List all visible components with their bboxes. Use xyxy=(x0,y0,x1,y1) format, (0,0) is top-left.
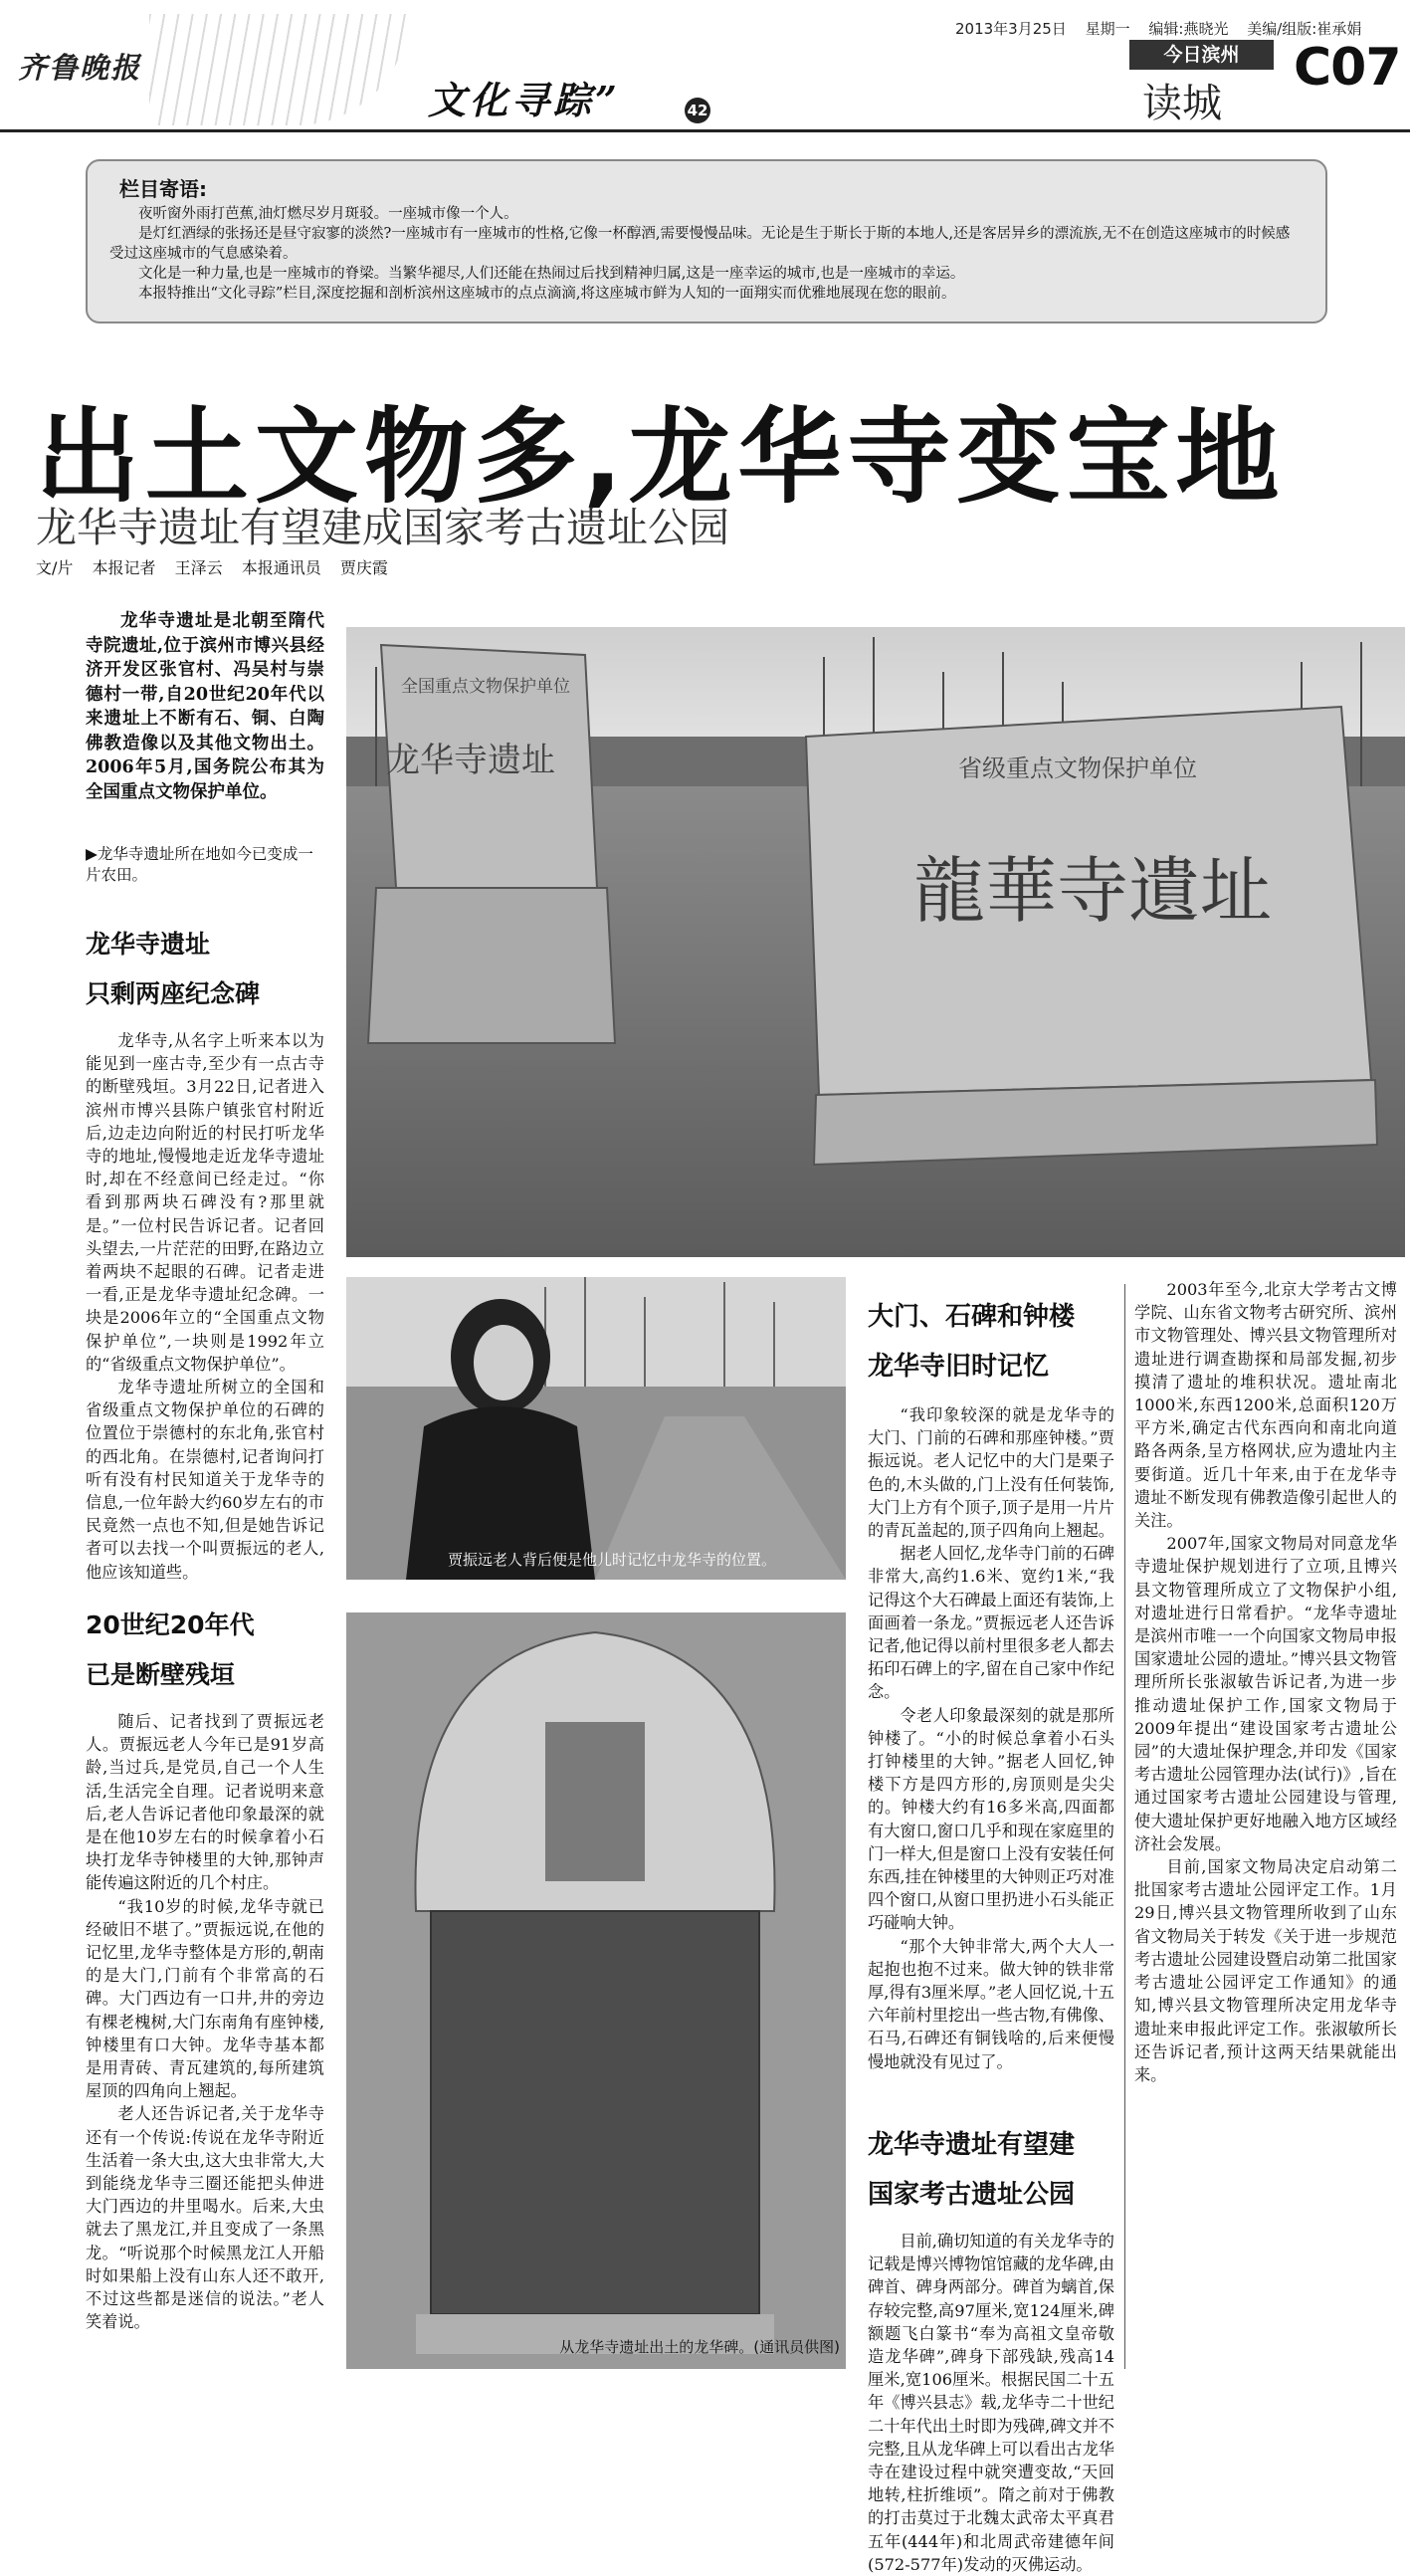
section3-heading xyxy=(868,1292,1114,1392)
section1-heading xyxy=(86,920,324,1019)
designer-credit: 美编/组版:崔承娟 xyxy=(1247,20,1362,38)
intro-paragraph: 本报特推出“文化寻踪”栏目,深度挖掘和剖析滨州这座城市的点点滴滴,将这座城市鲜为人知的一面翔实而优雅地展现在您的眼前。 xyxy=(138,286,956,302)
section2-heading-line: 20世纪20年代 xyxy=(86,1610,255,1639)
body-paragraph: 2007年,国家文物局对同意龙华寺遗址保护规划进行了立项,且博兴县文物管理所成立了文物保护小组,对遗址进行日常看护。“龙华寺遗址是滨州市唯一一个向国家文物局申报国家遗址公园的遗址。”博兴县文物管理所所长张淑敏告诉记者,为进一步推动遗址保护工作,国家文物局于2009年提出“建设国家考古遗址公园”的大遗址保护理念,并印发《国家考古遗址公园管理办法(试行)》,旨在通过国家考古遗址公园建设与管理,使大遗址保护更好地融入地方区域经济社会发展。 xyxy=(1134,1534,1397,1853)
section2-heading-line: 已是断壁残垣 xyxy=(86,1660,236,1689)
body-paragraph: “那个大钟非常大,两个大人一起抱也抱不过来。做大钟的铁非常厚,得有3厘米厚。”老人回忆说,十五六年前村里挖出一些古物,有佛像、石马,石碑还有铜钱啥的,后来便慢慢地就没有见过了。 xyxy=(868,1936,1114,2071)
byline-part: 本报通讯员 xyxy=(241,558,321,577)
byline-part: 本报记者 xyxy=(92,558,156,577)
big-stele-name: 龍華寺遺址 xyxy=(912,849,1273,933)
body-paragraph: “我印象较深的就是龙华寺的大门、门前的石碑和那座钟楼。”贾振远说。老人记忆中的大门是栗子色的,木头做的,门上没有任何装饰,大门上方有个顶子,顶子是用一片片的青瓦盖起的,顶子四角向上翘起。 xyxy=(868,1405,1114,1541)
photo3-caption: 从龙华寺遗址出土的龙华碑。(通讯员供图) xyxy=(559,2338,840,2356)
body-paragraph: 龙华寺,从名字上听来本以为能见到一座古寺,至少有一点古寺的断壁残垣。3月22日,记者进入滨州市博兴县陈户镇张官村附近后,边走边向附近的村民打听龙华寺的地址,慢慢地走近龙华寺遗址时,却在不经意间已经走过。“你看到那两块石碑没有?那里就是。”一位村民告诉记者。记者回头望去,一片茫茫的田野,在路边立着两块不起眼的石碑。记者走进一看,正是龙华寺遗址纪念碑。一块是2006年立的“全国重点文物保护单位”,一块则是1992年立的“省级重点文物保护单位”。 xyxy=(86,1031,324,1374)
body-paragraph: 随后、记者找到了贾振远老人。贾振远老人今年已是91岁高龄,当过兵,是党员,自己一个人生活,生活完全自理。记者说明来意后,老人告诉记者他印象最深的就是在他10岁左右的时候拿着小石块打龙华寺钟楼里的大钟,那钟声能传遍这附近的几个村庄。 xyxy=(86,1712,324,1893)
article-lead: 龙华寺遗址是北朝至隋代寺院遗址,位于滨州市博兴县经济开发区张官村、冯吴村与崇德村一带,自20世纪20年代以来遗址上不断有石、铜、白陶佛教造像以及其他文物出土。2006年5月,国务院公布其为全国重点文物保护单位。 xyxy=(86,611,324,802)
body-paragraph: 目前,国家文物局决定启动第二批国家考古遗址公园评定工作。1月29日,博兴县文物管理所收到了山东省文物局关于转发《关于进一步规范考古遗址公园建设暨启动第二批国家考古遗址公园评定工作通知》的通知,博兴县文物管理所决定用龙华寺遗址来申报此评定工作。张淑敏所长还告诉记者,预计这两天结果就能出来。 xyxy=(1134,1857,1397,2084)
intro-paragraph: 是灯红酒绿的张扬还是昼守寂寥的淡然?一座城市有一座城市的性格,它像一杯醇酒,需要慢慢品味。无论是生于斯长于斯的本地人,还是客居异乡的漂流族,无不在创造这座城市的时候感受过这座城市的气息感染着。 xyxy=(109,226,1291,262)
weekday: 星期一 xyxy=(1085,20,1130,38)
newspaper-logo: 齐鲁晚报 xyxy=(18,51,142,85)
section4-heading-line: 龙华寺遗址有望建 xyxy=(868,2130,1076,2160)
section4-continuation xyxy=(1134,1278,1397,2369)
big-stele-title: 省级重点文物保护单位 xyxy=(958,754,1197,782)
stele-field-illustration xyxy=(346,627,1405,1257)
masthead-rule xyxy=(0,129,1410,132)
byline-part: 贾庆霞 xyxy=(339,558,388,577)
old-man-illustration xyxy=(346,1277,846,1580)
photo-old-man xyxy=(346,1277,846,1580)
intro-paragraph: 夜听窗外雨打芭蕉,油灯燃尽岁月斑驳。一座城市像一个人。 xyxy=(138,206,518,222)
fan-decoration xyxy=(149,14,408,125)
column-divider xyxy=(1124,1284,1125,2369)
photo-stele-field xyxy=(346,627,1405,1257)
article-subheadline: 龙华寺遗址有望建成国家考古遗址公园 xyxy=(36,504,729,551)
section1-heading-line: 龙华寺遗址 xyxy=(86,930,211,959)
byline xyxy=(36,555,402,578)
byline-part: 文/片 xyxy=(36,558,74,577)
section3-body xyxy=(868,1403,1114,2073)
section-name: 读城 xyxy=(1142,81,1222,126)
photo-longhua-stele xyxy=(346,1612,846,2369)
body-paragraph: 目前,确切知道的有关龙华寺的记载是博兴博物馆馆藏的龙华碑,由碑首、碑身两部分。碑首为螭首,保存较完整,高97厘米,宽124厘米,碑额题飞白篆书“奉为高祖文皇帝敬造龙华碑”,碑身下部残缺,残高14厘米,宽106厘米。根据民国二十五年《博兴县志》载,龙华寺二十世纪二十年代出土时即为残碑,碑文并不完整,且从龙华碑上可以看出古龙华寺在建设过程中就突遭变故,“天回地转,柱折维顷”。隋之前对于佛教的打击莫过于北魏太武帝太平真君五年(444年)和北周武帝建德年间(572-577年)发动的灭佛运动。 xyxy=(868,2232,1114,2574)
intro-paragraph: 文化是一种力量,也是一座城市的脊梁。当繁华褪尽,人们还能在热闹过后找到精神归属,这是一座幸运的城市,也是一座城市的幸运。 xyxy=(138,266,965,282)
column-name: 文化寻踪” xyxy=(428,78,621,122)
section2-heading xyxy=(86,1601,324,1700)
section3-heading-line: 大门、石碑和钟楼 xyxy=(868,1302,1076,1332)
small-stele-title: 全国重点文物保护单位 xyxy=(401,677,570,697)
dateline xyxy=(955,18,1375,39)
section1-heading-line: 只剩两座纪念碑 xyxy=(86,979,261,1008)
body-paragraph: 令老人印象最深刻的就是那所钟楼了。“小的时候总拿着小石头打钟楼里的大钟。”据老人回忆,钟楼下方是四方形的,房顶则是尖尖的。钟楼大约有16多米高,四面都有大窗口,窗口几乎和现在家庭里的门一样大,但是窗口上没有安装任何东西,挂在钟楼里的大钟则正巧对准四个窗口,从窗口里扔进小石头能正巧碰响大钟。 xyxy=(868,1705,1114,1933)
page-number: C07 xyxy=(1294,38,1401,98)
longhua-stele-illustration xyxy=(346,1612,846,2369)
section4-heading-line: 国家考古遗址公园 xyxy=(868,2180,1076,2210)
column-intro-box xyxy=(86,159,1327,323)
editor-credit: 编辑:燕晓光 xyxy=(1148,20,1229,38)
section1-body xyxy=(86,1029,324,1584)
intro-label: 栏目寄语: xyxy=(119,177,207,201)
byline-part: 王泽云 xyxy=(174,558,223,577)
photo1-caption: ▶龙华寺遗址所在地如今已变成一片农田。 xyxy=(86,845,313,884)
section2-body xyxy=(86,1710,324,2333)
edition-tag: 今日滨州 xyxy=(1129,40,1274,70)
section4-heading xyxy=(868,2120,1114,2220)
body-paragraph: 据老人回忆,龙华寺门前的石碑非常大,高约1.6米、宽约1米,“我记得这个大石碑最上面还有装饰,上面画着一条龙。”贾振远老人还告诉记者,他记得以前村里很多老人都去拓印石碑上的字,留在自己家中作纪念。 xyxy=(868,1544,1114,1702)
section4-body xyxy=(868,2230,1114,2574)
small-stele-name: 龙华寺遗址 xyxy=(386,741,555,780)
body-paragraph: 2003年至今,北京大学考古文博学院、山东省文物考古研究所、滨州市文物管理处、博兴县文物管理所对遗址进行调查勘探和局部发掘,初步摸清了遗址的堆积状况。遗址南北1000米,东西1200米,总面积120万平方米,确定古代东西向和南北向道路各两条,呈方格网状,应为遗址内主要街道。近几十年来,由于在龙华寺遗址不断发现有佛教造像引起世人的关注。 xyxy=(1134,1280,1397,1531)
body-paragraph: 老人还告诉记者,关于龙华寺还有一个传说:传说在龙华寺附近生活着一条大虫,这大虫非常大,大到能绕龙华寺三圈还能把头伸进大门西边的井里喝水。后来,大虫就去了黑龙江,并且变成了一条黑龙。“听说那个时候黑龙江人开船时如果船上没有山东人还不敢开,不过这些都是迷信的说法。”老人笑着说。 xyxy=(86,2104,324,2332)
photo2-caption: 贾振远老人背后便是他儿时记忆中龙华寺的位置。 xyxy=(448,1551,777,1569)
body-paragraph: 龙华寺遗址所树立的全国和省级重点文物保护单位的石碑的位置位于崇德村的东北角,张官村的西北角。在崇德村,记者询问打听有没有村民知道关于龙华寺的信息,一位年龄大约60岁左右的市民竟然一点也不知,但是她告诉记者可以去找一个叫贾振远的老人,他应该知道些。 xyxy=(86,1378,324,1582)
column-number: 42 xyxy=(685,98,710,123)
article-headline: 出土文物多,龙华寺变宝地 xyxy=(36,396,1286,518)
issue-date: 2013年3月25日 xyxy=(955,20,1067,38)
body-paragraph: “我10岁的时候,龙华寺就已经破旧不堪了。”贾振远说,在他的记忆里,龙华寺整体是方形的,朝南的是大门,门前有个非常高的石碑。大门西边有一口井,井的旁边有棵老槐树,大门东南角有座钟楼,钟楼里有口大钟。龙华寺基本都是用青砖、青瓦建筑的,每所建筑屋顶的四角向上翘起。 xyxy=(86,1896,324,2101)
section3-heading-line: 龙华寺旧时记忆 xyxy=(868,1352,1050,1382)
